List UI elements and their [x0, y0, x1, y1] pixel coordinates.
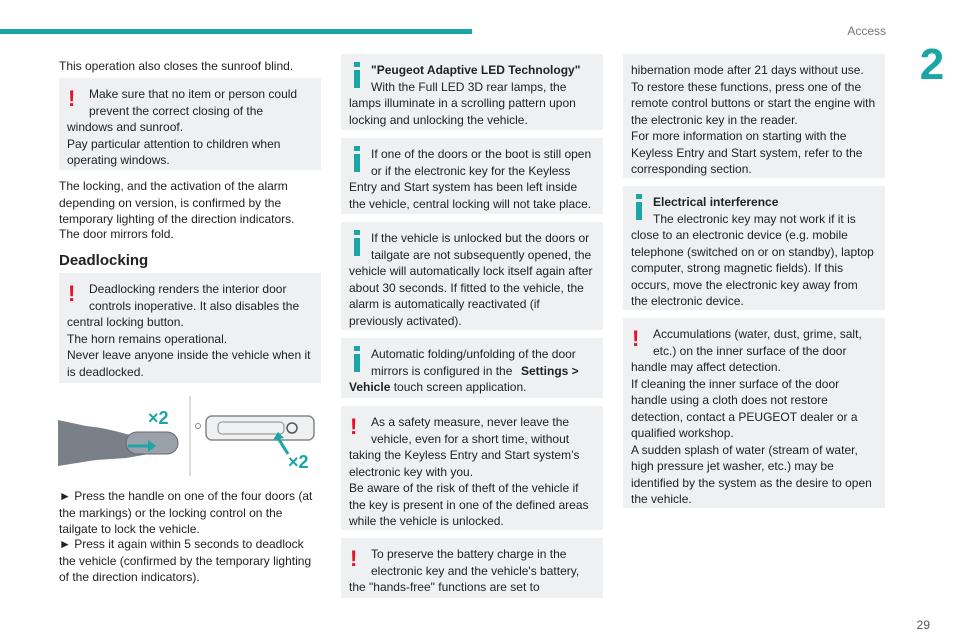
header-accent-bar: [0, 29, 472, 34]
door-handle-illustration: [56, 396, 320, 476]
warning-icon: !: [350, 546, 358, 571]
intro-text: This operation also closes the sunroof blind.: [59, 59, 294, 73]
info-box-auto-relock: If the vehicle is unlocked but the doors or tailgate are not subsequently opened, the vehicle will automatically lock itself again after about 30 seconds. If fitted to the vehicle, the alarm is automatically reactivated (if previously activated).: [341, 222, 603, 330]
warning-box-handle-detection: ! Accumulations (water, dust, grime, salt, etc.) on the inner surface of the door handle may affect detection. If cleaning the inner surface of the door handle using a cloth does not restore detection, contact a PEUGEOT dealer or a qualified workshop. A sudden splash of water (stream of water, high pressure jet washer, etc.) may be identified by the system as the desire to open the vehicle.: [623, 318, 885, 508]
warning-icon: !: [350, 414, 358, 439]
info-icon: [635, 194, 643, 220]
press-count-label-b: ×2: [288, 452, 309, 472]
warning-icon: !: [68, 281, 76, 306]
info-box-central-locking: If one of the doors or the boot is still open or if the electronic key for the Keyless Entry and Start system has been left inside the vehicle, central locking will not take place.: [341, 138, 603, 214]
info-icon: [353, 146, 361, 172]
step-2-text: ► Press it again within 5 seconds to deadlock the vehicle (confirmed by the temporary lighting of the direction indicators).: [59, 537, 312, 584]
info-box-electrical-interference: Electrical interference The electronic key may not work if it is close to an electronic device (e.g. mobile telephone (switched on or on standby), laptop computer, strong magnetic fields). If this occurs, move the electronic key away from the electronic device.: [623, 186, 885, 310]
press-count-label-a: ×2: [148, 408, 169, 428]
info-icon: [353, 230, 361, 256]
continued-text-box: hibernation mode after 21 days without use. To restore these functions, press one of the remote control buttons or start the engine with the electronic key in the reader. For more information on starting with the Keyless Entry and Start system, refer to the corresponding section.: [623, 54, 885, 178]
locking-text: The locking, and the activation of the alarm depending on version, is confirmed by the temporary lighting of the direction indicators.: [59, 179, 295, 226]
heading-deadlocking: Deadlocking: [59, 252, 149, 269]
page-number: 29: [916, 618, 930, 632]
info-box-mirror-folding: Automatic folding/unfolding of the door mirrors is configured in the Settings > Vehicle touch screen application.: [341, 338, 603, 398]
warning-box-windows: ! Make sure that no item or person could prevent the correct closing of the windows and sunroof. Pay particular attention to children when operating windows.: [59, 78, 321, 170]
warning-icon: !: [632, 326, 640, 351]
info-icon: [353, 62, 361, 88]
info-icon: [353, 346, 361, 372]
section-title: Access: [847, 24, 886, 38]
door-handle-right: [206, 416, 314, 440]
step-1-text: ► Press the handle on one of the four doors (at the markings) or the locking control on the tailgate to lock the vehicle.: [59, 489, 313, 536]
settings-menu-label: Settings >: [521, 363, 579, 378]
mirrors-text: The door mirrors fold.: [59, 227, 174, 241]
warning-box-battery: ! To preserve the battery charge in the electronic key and the vehicle's battery, the "hands-free" functions are set to: [341, 538, 603, 598]
vehicle-menu-label: Vehicle: [349, 380, 391, 394]
warning-icon: !: [68, 86, 76, 111]
warning-box-deadlocking: ! Deadlocking renders the interior door controls inoperative. It also disables the central locking button. The horn remains operational. Never leave anyone inside the vehicle when it is deadlocked.: [59, 273, 321, 383]
chapter-number: 2: [919, 40, 945, 89]
warning-box-keyless-theft: ! As a safety measure, never leave the vehicle, even for a short time, without taking the Keyless Entry and Start system’s electronic key with you. Be aware of the risk of theft of the vehicle if the key is present in one of the defined areas while the vehicle is unlocked.: [341, 406, 603, 530]
info-box-led: "Peugeot Adaptive LED Technology" With the Full LED 3D rear lamps, the lamps illuminate in a scrolling pattern upon locking and unlocking the vehicle.: [341, 54, 603, 130]
